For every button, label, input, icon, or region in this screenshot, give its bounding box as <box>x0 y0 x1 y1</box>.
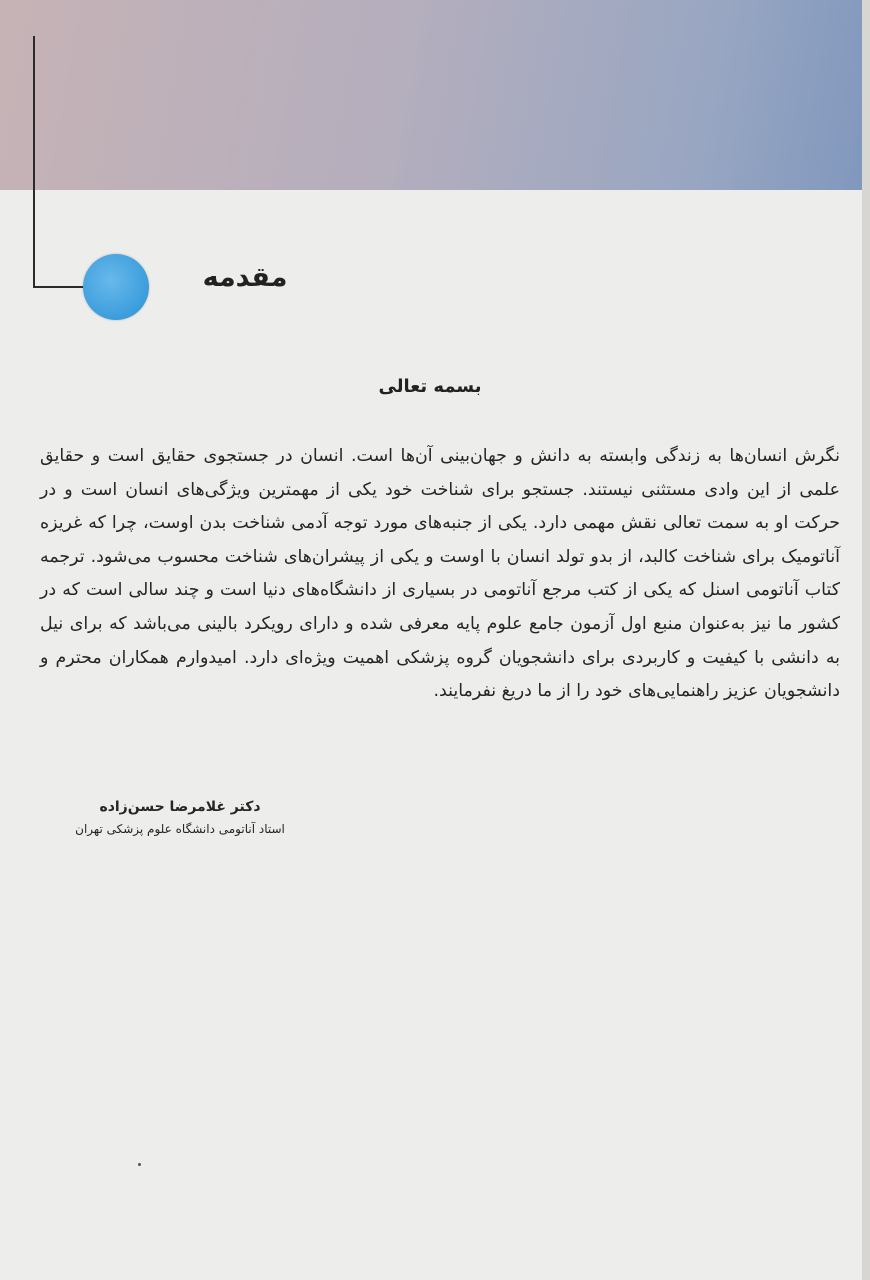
page-background <box>0 190 862 1280</box>
author-title: استاد آناتومی دانشگاه علوم پزشکی تهران <box>75 822 285 836</box>
introduction-text <box>40 440 840 709</box>
paper-speck <box>138 1163 141 1166</box>
blue-circle-marker <box>83 254 149 320</box>
author-name: دکتر غلامرضا حسن‌زاده <box>99 799 261 815</box>
section-title: مقدمه <box>202 262 288 293</box>
decorative-vertical-line <box>33 36 35 288</box>
bismillah-heading: بسمه تعالی <box>378 376 482 397</box>
page-edge <box>862 0 870 1280</box>
cover-gradient-band <box>0 0 870 210</box>
decorative-horizontal-line <box>33 286 85 288</box>
introduction-paragraph: نگرش انسان‌ها به زندگی وابسته به دانش و جهان‌بینی آن‌ها است. انسان در جستجوی حقایق است و حقایق علمی از این وادی مستثنی نیستند. جستجو برای شناخت خود یکی از مهمترین ویژگی‌های انسان است و در حرکت او به سمت تعالی نقش مهمی دارد. یکی از جنبه‌های مورد توجه آدمی شناخت بدن اوست، چرا که غریزه آناتومیک برای شناخت کالبد، از بدو تولد انسان با اوست و یکی از پیشران‌های شناخت محسوب می‌شود. ترجمه کتاب آناتومی اسنل که یکی از کتب مرجع آناتومی در بسیاری از دانشگاه‌های دنیا است و چند سالی است که در کشور ما نیز به‌عنوان منبع اول آزمون جامع علوم پایه معرفی شده و دارای رویکرد بالینی می‌باشد که برای نیل به دانشی با کیفیت و کاربردی برای دانشجویان گروه پزشکی اهمیت ویژه‌ای دارد. امیدوارم همکاران محترم و دانشجویان عزیز راهنمایی‌های خود را از ما دریغ نفرمایند. <box>40 446 840 702</box>
signature-block <box>40 796 320 840</box>
